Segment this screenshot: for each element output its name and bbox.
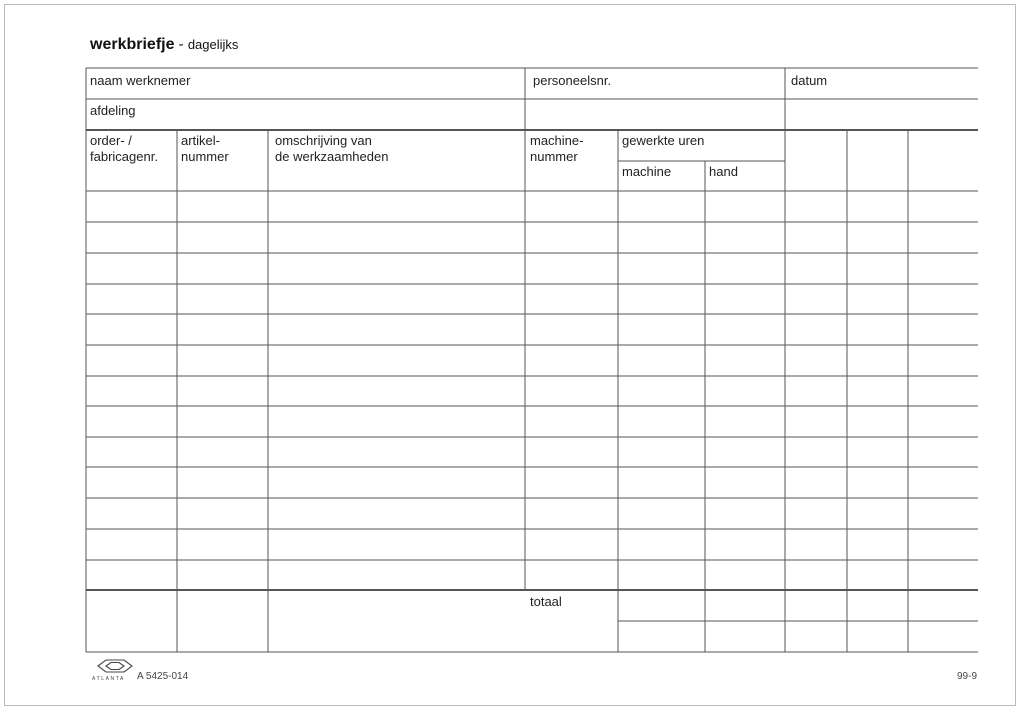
form-title-main: werkbriefje xyxy=(90,36,175,53)
col-header-artikel-line1: artikel- xyxy=(181,133,221,148)
footer-version: 99-9 xyxy=(956,671,977,682)
footer-brand: ATLANTA xyxy=(92,676,125,682)
col-header-omschrijving xyxy=(275,133,388,165)
col-header-gewerkte-uren: gewerkte uren xyxy=(622,133,705,148)
col-header-machinenr-line1: machine- xyxy=(530,133,584,148)
col-header-artikel xyxy=(181,133,229,165)
col-header-hand: hand xyxy=(709,164,738,179)
col-header-order-line2: fabricagenr. xyxy=(90,149,158,164)
col-header-machinenummer xyxy=(530,133,583,165)
footer-code: A 5425-014 xyxy=(137,671,189,682)
col-header-machinenr-line2: nummer xyxy=(530,149,578,164)
col-header-order xyxy=(90,133,158,165)
totals-label: totaal xyxy=(530,594,562,609)
label-naam-werknemer: naam werknemer xyxy=(90,73,191,88)
col-header-omschrijving-line2: de werkzaamheden xyxy=(275,149,389,164)
col-header-order-line1: order- / xyxy=(90,133,132,148)
form-subtitle: dagelijks xyxy=(187,37,239,52)
label-datum: datum xyxy=(791,73,828,88)
form-title-separator: - xyxy=(174,36,188,53)
label-personeelsnr: personeelsnr. xyxy=(533,73,612,88)
col-header-omschrijving-line1: omschrijving van xyxy=(275,133,372,148)
col-header-artikel-line2: nummer xyxy=(181,149,229,164)
col-header-machine: machine xyxy=(622,164,672,179)
label-afdeling: afdeling xyxy=(90,103,136,118)
